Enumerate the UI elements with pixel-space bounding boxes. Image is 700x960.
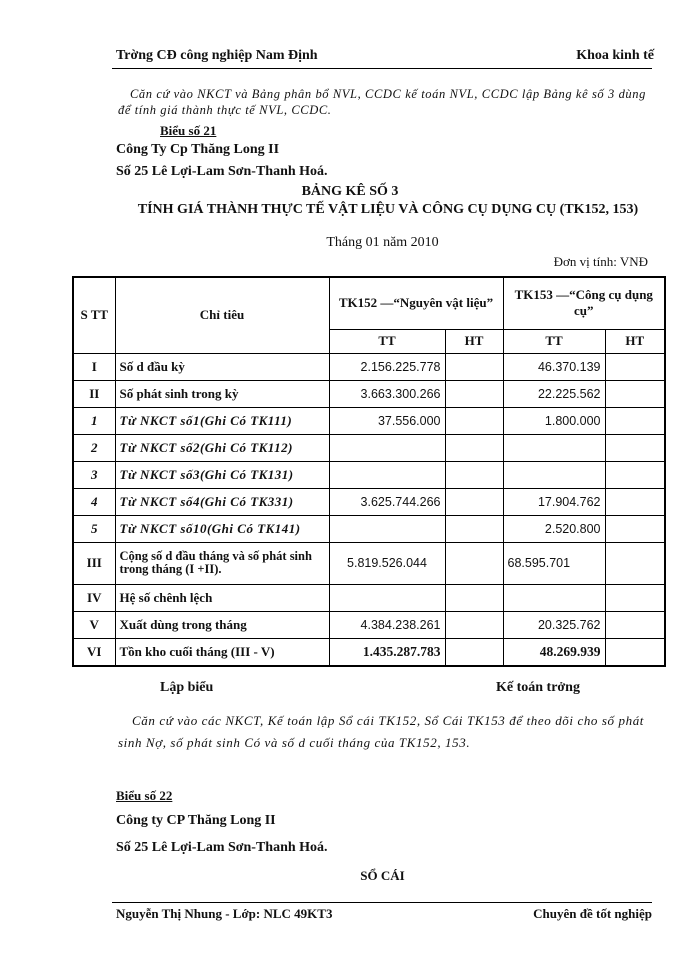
row-tk152-tt: 5.819.526.044: [329, 542, 445, 584]
table-row: [73, 461, 665, 488]
table-subtitle: TÍNH GIÁ THÀNH THỰC TẾ VẬT LIỆU VÀ CÔNG CỤ DỤNG CỤ (TK152, 153): [137, 202, 639, 217]
row-tk153-ht: [605, 407, 665, 434]
row-tk153-ht: [605, 611, 665, 638]
row-tk152-tt: [329, 584, 445, 611]
row-label: Cộng số d đầu tháng và số phát sinh trong tháng (I +II).: [115, 542, 329, 584]
table-row: [73, 380, 665, 407]
row-stt: 4: [73, 488, 115, 515]
table-row: [73, 488, 665, 515]
row-stt: V: [73, 611, 115, 638]
row-stt: IV: [73, 584, 115, 611]
bang-ke-table: [72, 276, 666, 667]
row-tk152-tt: [329, 434, 445, 461]
row-tk152-ht: [445, 515, 503, 542]
row-tk152-tt: 3.663.300.266: [329, 380, 445, 407]
row-stt: 1: [73, 407, 115, 434]
intro-paragraph-1: Căn cứ vào NKCT và Bảng phân bổ NVL, CCDC kế toán NVL, CCDC lập Bảng kê số 3 dùng để tính giá thành thực tế NVL, CCDC.: [118, 87, 646, 117]
row-label: Từ NKCT số3(Ghi Có TK131): [115, 461, 329, 488]
company-address-1: Số 25 Lê Lợi-Lam Sơn-Thanh Hoá.: [116, 164, 328, 179]
report-month: Tháng 01 năm 2010: [326, 235, 439, 250]
footer-author: Nguyễn Thị Nhung - Lớp: NLC 49KT3: [116, 906, 333, 921]
row-label: Hệ số chênh lệch: [115, 584, 329, 611]
table-row: [73, 542, 665, 584]
so-cai-title: SỔ CÁI: [360, 868, 405, 880]
row-tk152-ht: [445, 380, 503, 407]
table-row: [73, 515, 665, 542]
row-label: Từ NKCT số1(Ghi Có TK111): [115, 407, 329, 434]
row-tk152-tt: 3.625.744.266: [329, 488, 445, 515]
col-header-tk152-ht: HT: [445, 329, 503, 353]
row-tk153-tt: [503, 434, 605, 461]
row-tk152-tt: [329, 515, 445, 542]
row-tk152-ht: [445, 434, 503, 461]
row-stt: 3: [73, 461, 115, 488]
row-tk153-ht: [605, 488, 665, 515]
row-tk152-ht: [445, 638, 503, 666]
row-tk153-ht: [605, 380, 665, 407]
row-tk153-ht: [605, 638, 665, 666]
row-tk153-ht: [605, 515, 665, 542]
row-label: Từ NKCT số2(Ghi Có TK112): [115, 434, 329, 461]
company-address-2: Số 25 Lê Lợi-Lam Sơn-Thanh Hoá.: [116, 840, 328, 855]
row-tk153-tt: 2.520.800: [503, 515, 605, 542]
header-rule: [112, 68, 652, 69]
table-row: [73, 407, 665, 434]
row-stt: 2: [73, 434, 115, 461]
row-tk153-tt: 22.225.562: [503, 380, 605, 407]
col-header-tk153: TK153 —“Công cụ dụng cụ”: [503, 277, 665, 329]
col-header-chi-tieu: Chỉ tiêu: [115, 277, 329, 353]
row-tk152-tt: 1.435.287.783: [329, 638, 445, 666]
row-tk153-tt: 68.595.701: [503, 542, 605, 584]
footer-thesis: Chuyên đề tốt nghiệp: [533, 906, 652, 921]
row-tk153-ht: [605, 542, 665, 584]
row-tk153-tt: [503, 461, 605, 488]
row-tk153-tt: 1.800.000: [503, 407, 605, 434]
table-title: BẢNG KÊ SỐ 3: [301, 184, 399, 199]
col-header-tk153-ht: HT: [605, 329, 665, 353]
bieu-so-22: Biểu số 22: [116, 788, 173, 803]
row-stt: III: [73, 542, 115, 584]
row-tk153-ht: [605, 584, 665, 611]
table-row: [73, 434, 665, 461]
row-label: Xuất dùng trong tháng: [115, 611, 329, 638]
signer-ke-toan-truong: Kế toán trởng: [496, 680, 580, 695]
row-tk153-tt: 48.269.939: [503, 638, 605, 666]
row-tk152-tt: 2.156.225.778: [329, 353, 445, 380]
col-header-stt: S TT: [73, 277, 115, 353]
row-tk152-ht: [445, 542, 503, 584]
row-label: Tồn kho cuối tháng (III - V): [115, 638, 329, 666]
row-tk152-ht: [445, 407, 503, 434]
row-tk153-tt: [503, 584, 605, 611]
row-tk152-tt: [329, 461, 445, 488]
row-tk153-ht: [605, 353, 665, 380]
row-stt: I: [73, 353, 115, 380]
row-label: Từ NKCT số4(Ghi Có TK331): [115, 488, 329, 515]
row-tk152-ht: [445, 353, 503, 380]
row-tk152-ht: [445, 461, 503, 488]
currency-unit: Đơn vị tính: VNĐ: [553, 254, 648, 269]
row-stt: 5: [73, 515, 115, 542]
table-row: [73, 638, 665, 666]
col-header-tk152: TK152 —“Nguyên vật liệu”: [329, 277, 503, 329]
col-header-tk153-tt: TT: [503, 329, 605, 353]
table-row: [73, 584, 665, 611]
table-row: [73, 353, 665, 380]
row-tk153-tt: 17.904.762: [503, 488, 605, 515]
row-tk153-ht: [605, 434, 665, 461]
row-label: Số phát sinh trong kỳ: [115, 380, 329, 407]
row-stt: VI: [73, 638, 115, 666]
signer-lap-bieu: Lập biểu: [160, 680, 214, 695]
row-tk152-ht: [445, 584, 503, 611]
company-name-1: Công Ty Cp Thăng Long II: [116, 142, 280, 157]
row-tk153-tt: 46.370.139: [503, 353, 605, 380]
row-label: Từ NKCT số10(Ghi Có TK141): [115, 515, 329, 542]
row-tk152-ht: [445, 611, 503, 638]
col-header-tk152-tt: TT: [329, 329, 445, 353]
page-header-faculty: Khoa kinh tế: [576, 48, 654, 63]
footer-rule: [112, 902, 652, 903]
bieu-so-21: Biểu số 21: [160, 123, 217, 138]
table-row: [73, 611, 665, 638]
page-header-school: Trờng CĐ công nghiệp Nam Định: [116, 48, 318, 63]
row-tk153-tt: 20.325.762: [503, 611, 605, 638]
intro-paragraph-2: Căn cứ vào các NKCT, Kế toán lập Sổ cái TK152, Sổ Cái TK153 để theo dõi cho số phát sinh Nợ, số phát sinh Có và số d cuối tháng của TK152, 153.: [118, 713, 645, 750]
row-tk152-tt: 37.556.000: [329, 407, 445, 434]
row-tk152-tt: 4.384.238.261: [329, 611, 445, 638]
company-name-2: Công ty CP Thăng Long II: [116, 813, 276, 828]
row-tk153-ht: [605, 461, 665, 488]
row-label: Số d đầu kỳ: [115, 353, 329, 380]
row-tk152-ht: [445, 488, 503, 515]
row-stt: II: [73, 380, 115, 407]
